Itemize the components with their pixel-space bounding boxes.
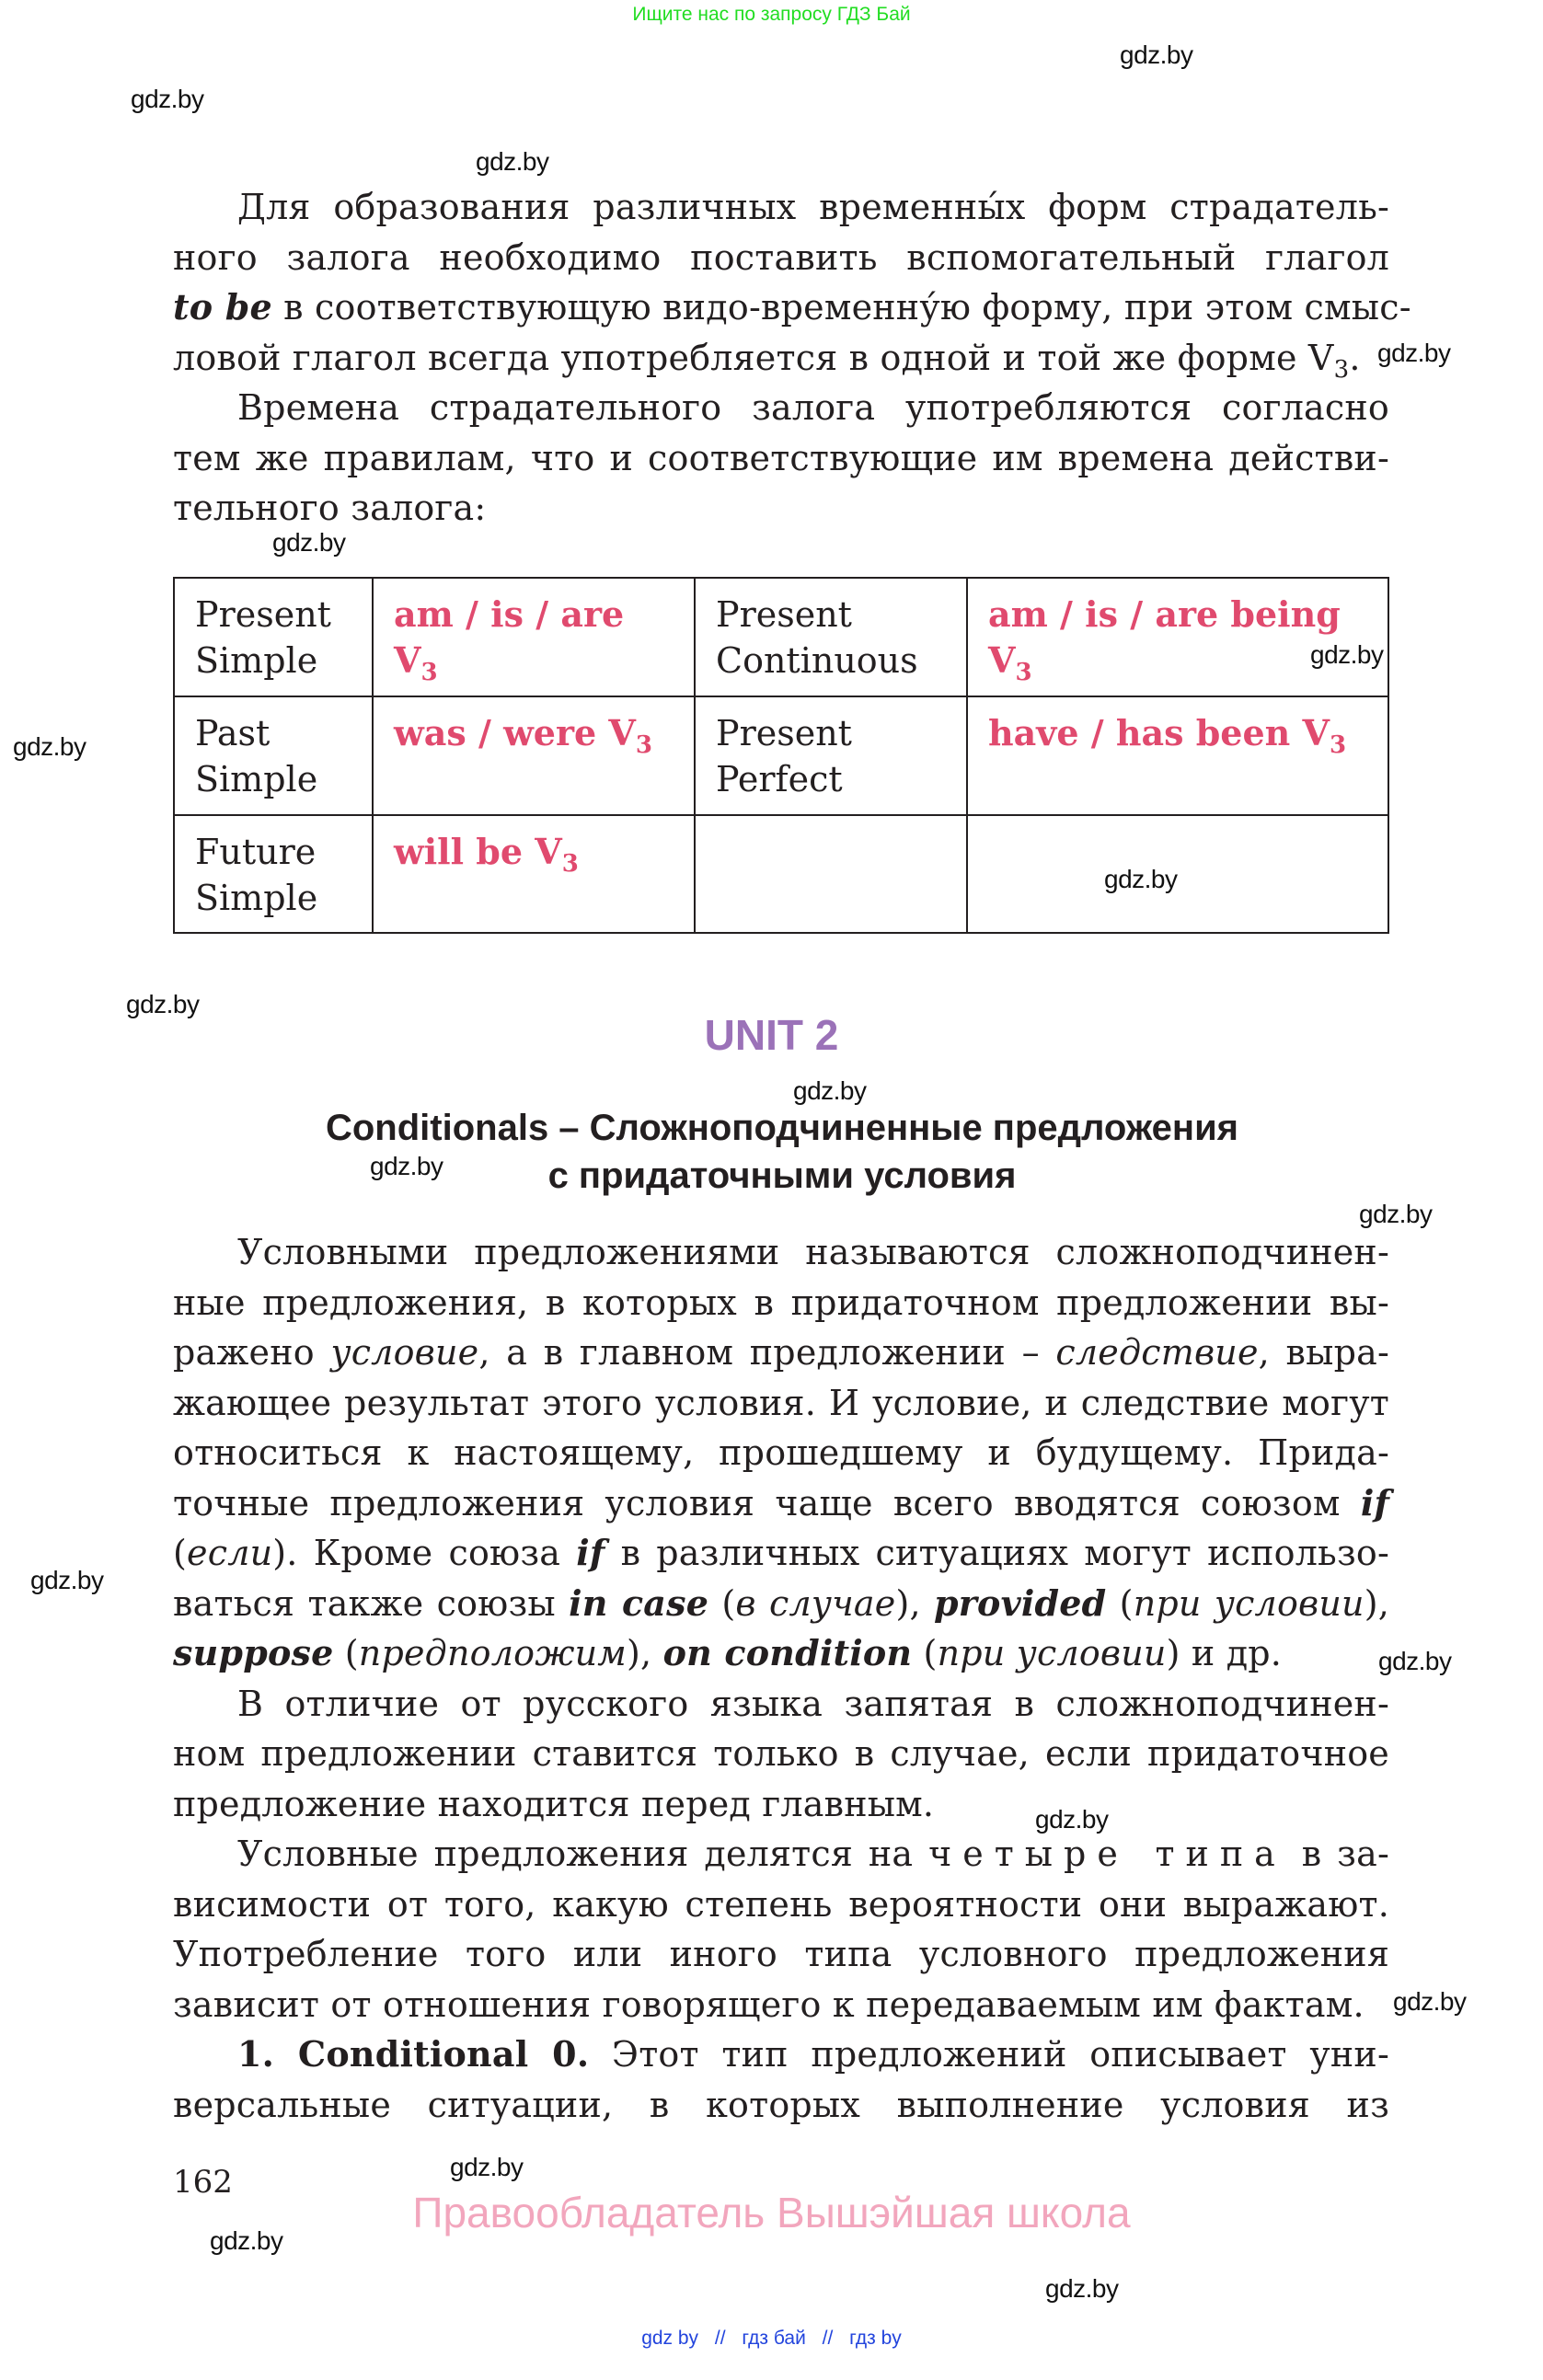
text-line: висимости от того, какую степень вероятности они выражают. <box>173 1883 1389 1925</box>
text-line: ражено условие, а в главном предложении – следствие, выра- <box>173 1332 1389 1373</box>
text-line: 1. Conditional 0. Этот тип предложений описывает уни- <box>237 2033 1389 2075</box>
table-row <box>174 578 1388 696</box>
text-line: Времена страдательного залога употребляются согласно <box>237 387 1389 428</box>
watermark: gdz.by <box>1035 1805 1109 1834</box>
text-line: тем же правилам, что и соответствующие им времена действи- <box>173 437 1389 478</box>
text-line: ного залога необходимо поставить вспомогательный глагол <box>173 236 1389 278</box>
watermark: gdz.by <box>793 1076 867 1105</box>
text-line: suppose (предположим), on condition (при условии) и др. <box>173 1632 1283 1673</box>
watermark: gdz.by <box>13 732 86 761</box>
intro-text <box>173 182 1411 534</box>
unit-title: UNIT 2 <box>704 1011 839 1059</box>
text-line: to be в соответствующую видо-временну́ю форму, при этом смыс- <box>173 286 1411 328</box>
form-cell: am / is / are being $V_3$ <box>967 578 1388 696</box>
page-number: 162 <box>173 2164 233 2201</box>
text-line: зависит от отношения говорящего к передаваемым им фактам. <box>173 1983 1365 2025</box>
text-line: тельного залога: <box>173 488 487 528</box>
text-line: Для образования различных временны́х форм страдатель- <box>237 187 1389 227</box>
footer-separator: // <box>822 2328 834 2349</box>
text-line: предложение находится перед главным. <box>173 1783 935 1824</box>
empty-cell <box>967 815 1388 933</box>
text-line: ловой глагол всегда употребляется в одной и той же форме $V_3$. <box>173 337 1361 384</box>
watermark: gdz.by <box>272 528 346 557</box>
footer-link[interactable]: gdz by <box>641 2328 699 2349</box>
watermark: gdz.by <box>370 1152 443 1180</box>
form-cell: was / were $V_3$ <box>373 696 695 815</box>
tense-cell: Present Simple <box>174 578 373 696</box>
passive-voice-table <box>173 577 1389 934</box>
watermark: gdz.by <box>126 990 200 1018</box>
tense-cell: Future Simple <box>174 815 373 933</box>
section-heading: Conditionals – Сложноподчиненные предложения с придаточными условия <box>325 1108 1238 1196</box>
term-to-be: to be <box>173 286 272 328</box>
watermark: gdz.by <box>210 2226 283 2255</box>
watermark: gdz.by <box>30 1566 104 1594</box>
text-line: (если). Кроме союза if в различных ситуациях могут использо- <box>173 1532 1389 1573</box>
footer-link[interactable]: гдз бай <box>742 2328 806 2349</box>
top-banner: Ищите нас по запросу ГДЗ Бай <box>632 4 911 25</box>
footer-link[interactable]: гдз by <box>849 2328 902 2349</box>
text-line: жающее результат этого условия. И условие, и следствие могут <box>173 1382 1389 1423</box>
copyright-notice: Правообладатель Вышэйшая школа <box>412 2189 1131 2236</box>
footer-links <box>0 2328 1543 2350</box>
text-line: Условные предложения делятся на четыре типа в за- <box>237 1834 1389 1874</box>
text-line: относиться к настоящему, прошедшему и будущему. Прида- <box>173 1432 1389 1473</box>
conditionals-text <box>173 1227 1389 2130</box>
text-line: ном предложении ставится только в случае, если придаточное <box>173 1733 1389 1774</box>
watermark: gdz.by <box>1104 865 1178 893</box>
watermark: gdz.by <box>1045 2274 1119 2303</box>
text-line: Употребление того или иного типа условного предложения <box>173 1934 1389 1974</box>
watermark: gdz.by <box>1359 1200 1433 1228</box>
watermark: gdz.by <box>476 147 549 176</box>
watermark: gdz.by <box>1310 640 1384 669</box>
watermark: gdz.by <box>1377 339 1451 367</box>
watermark: gdz.by <box>450 2153 524 2181</box>
footer-separator: // <box>714 2328 726 2349</box>
tense-cell: Present Perfect <box>695 696 967 815</box>
text-line: Условными предложениями называются сложноподчинен- <box>237 1232 1389 1272</box>
text-line: В отличие от русского языка запятая в сложноподчинен- <box>237 1683 1389 1724</box>
table-row <box>174 815 1388 933</box>
empty-cell <box>695 815 967 933</box>
table-row <box>174 696 1388 815</box>
watermark: gdz.by <box>1378 1647 1452 1675</box>
text-line: версальные ситуации, в которых выполнение условия из <box>173 2084 1389 2125</box>
text-line: ные предложения, в которых в придаточном предложении вы- <box>173 1282 1389 1323</box>
form-cell: have / has been $V_3$ <box>967 696 1388 815</box>
form-cell: will be $V_3$ <box>373 815 695 933</box>
tense-cell: Present Continuous <box>695 578 967 696</box>
tense-cell: Past Simple <box>174 696 373 815</box>
text-line: ваться также союзы in case (в случае), provided (при условии), <box>173 1581 1390 1624</box>
watermark: gdz.by <box>1393 1987 1467 2016</box>
watermark: gdz.by <box>131 85 204 113</box>
form-cell: am / is / are $V_3$ <box>373 578 695 696</box>
watermark: gdz.by <box>1120 40 1193 69</box>
text-line: точные предложения условия чаще всего вводятся союзом if <box>173 1481 1389 1523</box>
